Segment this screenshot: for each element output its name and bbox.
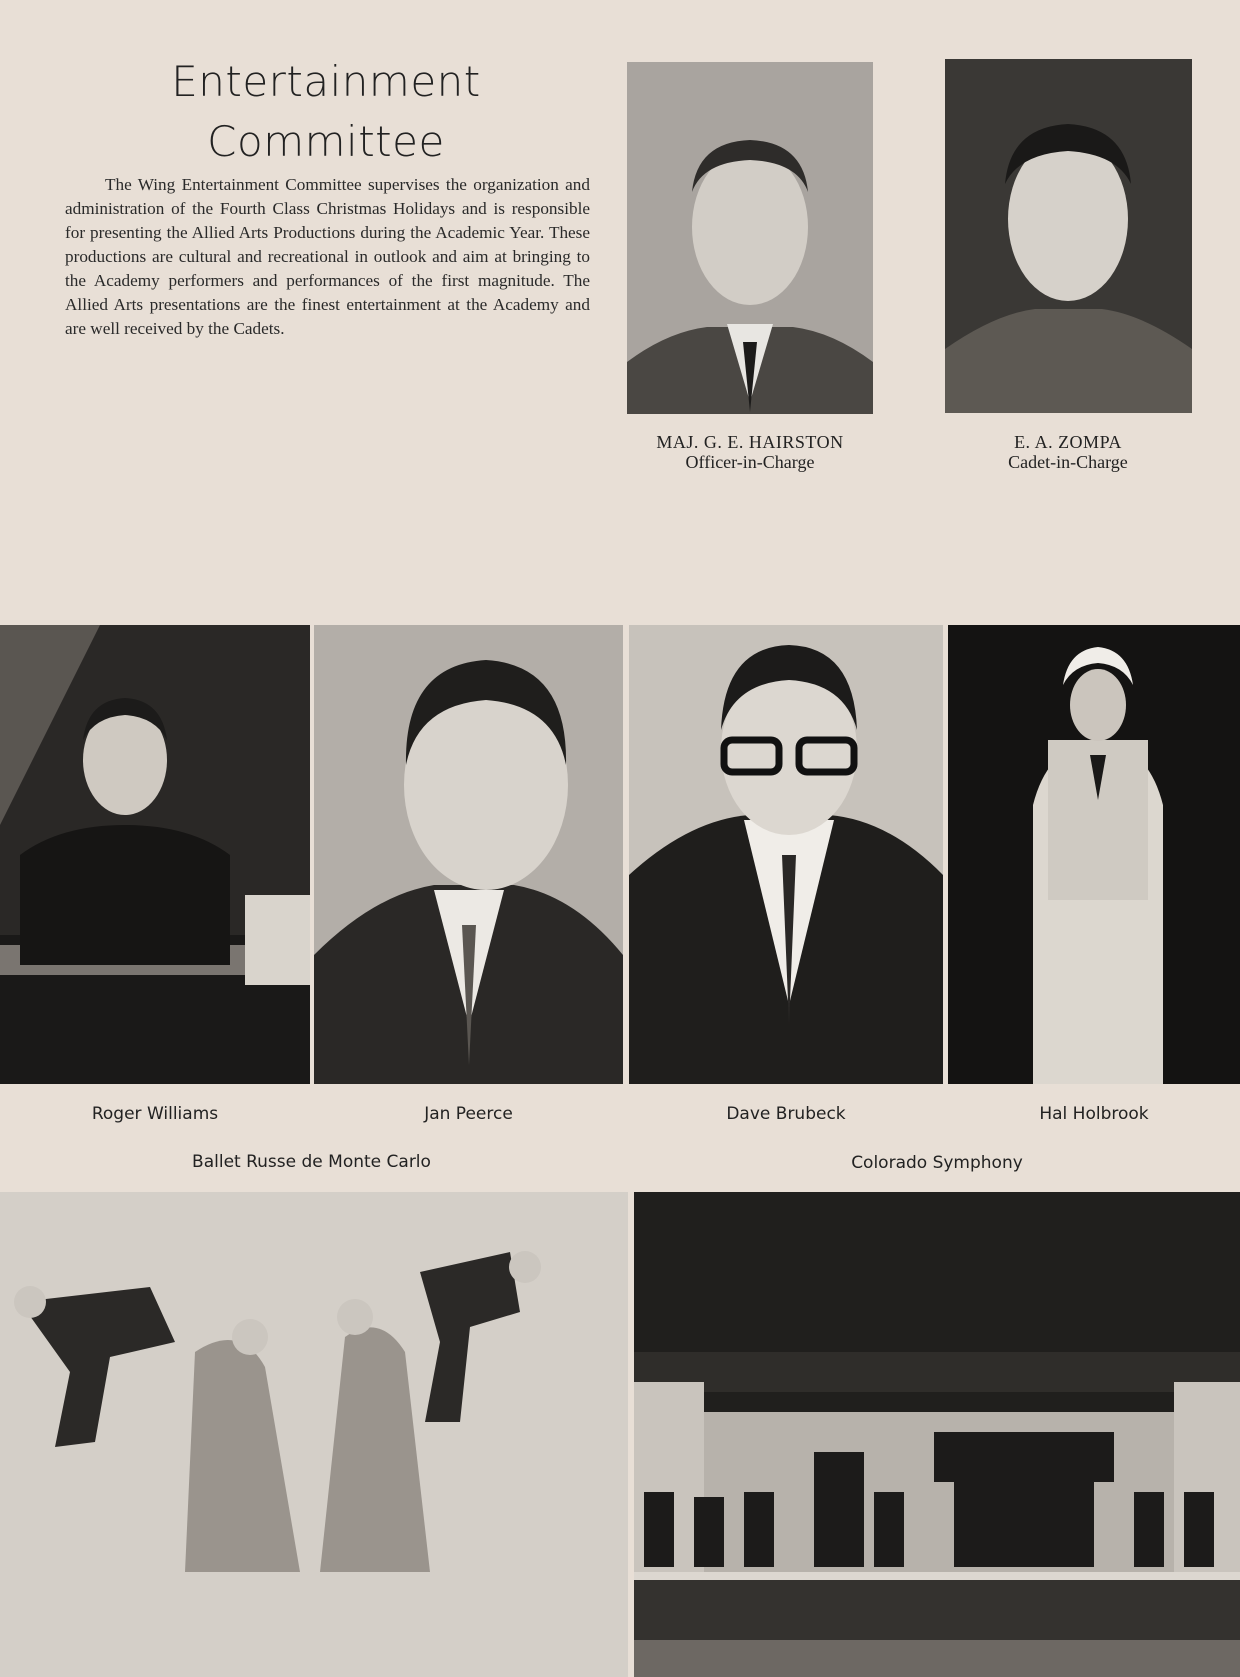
roger-williams-photo <box>0 625 310 1084</box>
performer-caption-jan-peerce: Jan Peerce <box>424 1104 513 1124</box>
officer-role: Officer-in-Charge <box>685 452 815 472</box>
cadet-in-charge-photo <box>945 59 1192 413</box>
title-line-1: Entertainment <box>171 57 481 106</box>
cadet-name: E. A. ZOMPA <box>1014 432 1122 452</box>
title-line-2: Committee <box>207 117 445 166</box>
performer-caption-dave-brubeck: Dave Brubeck <box>726 1104 846 1124</box>
jan-peerce-photo <box>314 625 623 1084</box>
page-title <box>60 52 592 172</box>
symphony-photo <box>634 1192 1240 1677</box>
officer-in-charge-photo <box>627 62 873 414</box>
cadet-caption <box>918 432 1218 472</box>
group-caption-ballet: Ballet Russe de Monte Carlo <box>192 1152 431 1172</box>
hal-holbrook-photo <box>948 625 1240 1084</box>
performer-caption-hal-holbrook: Hal Holbrook <box>1039 1104 1149 1124</box>
group-caption-symphony: Colorado Symphony <box>851 1153 1023 1173</box>
officer-caption <box>600 432 900 472</box>
dave-brubeck-photo <box>629 625 943 1084</box>
cadet-role: Cadet-in-Charge <box>1008 452 1128 472</box>
performer-caption-roger-williams: Roger Williams <box>91 1104 219 1124</box>
intro-paragraph: The Wing Entertainment Committee supervises the organization and administration of the Fourth Class Christmas Holidays and is responsible for presenting the Allied Arts Productions during the Academic Year. These productions are cultural and recreational in outlook and aim at bringing to the Academy performers and performances of the first magnitude. The Allied Arts presentations are the finest entertainment at the Academy and are well received by the Cadets. <box>65 175 590 338</box>
officer-name: MAJ. G. E. HAIRSTON <box>656 432 844 452</box>
ballet-photo <box>0 1192 628 1677</box>
